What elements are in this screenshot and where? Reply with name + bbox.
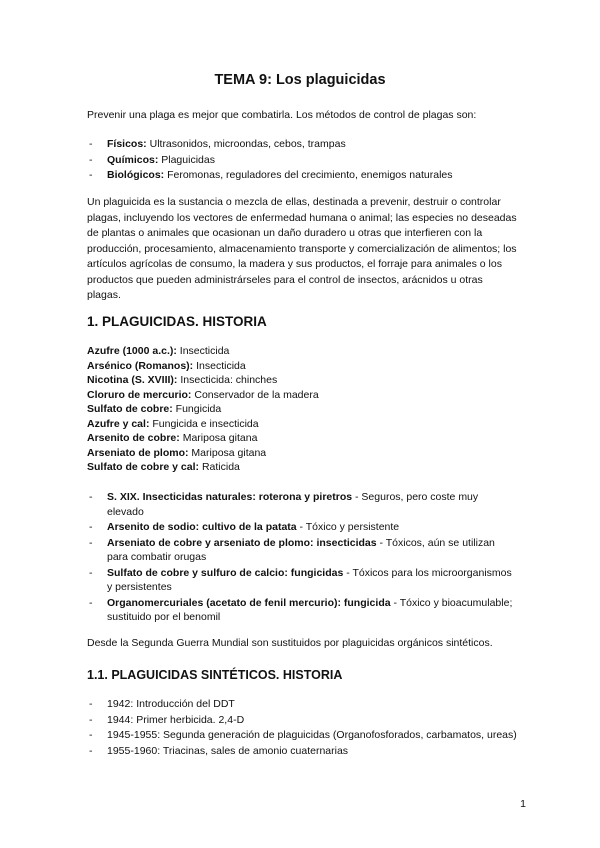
list-item: - 1942: Introducción del DDT <box>87 697 517 712</box>
history-item <box>87 359 517 374</box>
history-desc: Mariposa gitana <box>188 446 267 459</box>
history-item <box>87 373 517 388</box>
page-number: 1 <box>520 798 526 810</box>
history-term: Azufre y cal: <box>87 417 150 430</box>
history-desc: Insecticida <box>193 359 246 372</box>
developments-list <box>87 490 517 626</box>
list-item <box>87 168 517 183</box>
history-term: Arsenito de cobre: <box>87 432 180 444</box>
list-item-desc: - Tóxico y persistente <box>296 521 400 533</box>
history-desc: Fungicida e insecticida <box>149 417 259 430</box>
list-item: - 1955-1960: Triacinas, sales de amonio cuaternarias <box>87 744 517 759</box>
history-item <box>87 460 517 475</box>
list-item-term: S. XIX. Insecticidas naturales: roterona y piretros <box>107 491 353 503</box>
history-item <box>87 388 517 403</box>
list-item-desc: - Tóxicos para los microorganismos y persistentes <box>107 566 512 593</box>
synthetic-history-list <box>87 697 517 759</box>
list-item-term: Organomercuriales (acetato de fenil mercurio): fungicida <box>107 596 391 609</box>
history-desc: Insecticida <box>176 345 230 357</box>
list-item-term: Sulfato de cobre y sulfuro de calcio: fungicidas <box>107 566 344 579</box>
closing-paragraph: Desde la Segunda Guerra Mundial son sustituidos por plaguicidas orgánicos sintéticos. <box>87 637 493 649</box>
history-item <box>87 402 517 417</box>
history-desc: Raticida <box>199 461 240 473</box>
history-term: Arseniato de plomo: <box>87 446 189 459</box>
list-item-term: Químicos: <box>107 153 159 166</box>
list-item <box>87 153 517 168</box>
list-item-term: Arseniato de cobre y arseniato de plomo: insecticidas <box>107 536 377 549</box>
list-item <box>87 566 517 595</box>
list-item-desc: - Seguros, pero coste muy elevado <box>107 491 479 518</box>
list-item <box>87 490 517 519</box>
history-term: Sulfato de cobre y cal: <box>87 461 200 473</box>
list-item <box>87 520 517 535</box>
history-desc: Conservador de la madera <box>191 388 319 401</box>
list-item-desc: - Tóxicos, aún se utilizan para combatir orugas <box>107 536 495 563</box>
list-item-desc: Feromonas, reguladores del crecimiento, enemigos naturales <box>164 169 453 181</box>
history-term: Cloruro de mercurio: <box>87 388 192 401</box>
history-desc: Mariposa gitana <box>179 432 258 444</box>
section-1-1-heading: 1.1. PLAGUICIDAS SINTÉTICOS. HISTORIA <box>87 668 343 682</box>
list-item: - 1944: Primer herbicida. 2,4-D <box>87 713 517 728</box>
history-desc: Fungicida <box>172 403 222 415</box>
list-item-desc: Ultrasonidos, microondas, cebos, trampas <box>146 138 346 150</box>
list-item-term: Arsenito de sodio: cultivo de la patata <box>107 521 297 533</box>
history-item <box>87 344 517 359</box>
history-term: Nicotina (S. XVIII): <box>87 374 178 386</box>
list-item: - 1945-1955: Segunda generación de plaguicidas (Organofosforados, carbamatos, ureas) <box>87 728 517 743</box>
history-item <box>87 446 517 461</box>
intro-paragraph: Prevenir una plaga es mejor que combatirla. Los métodos de control de plagas son: <box>87 109 477 121</box>
list-item-term: Biológicos: <box>107 169 165 181</box>
section-1-heading: 1. PLAGUICIDAS. HISTORIA <box>87 314 267 329</box>
control-methods-list <box>87 137 517 184</box>
history-desc: Insecticida: chinches <box>177 374 278 386</box>
definition-paragraph: Un plaguicida es la sustancia o mezcla de ellas, destinada a prevenir, destruir o controlar plagas, incluyendo los vectores de enfermedad humana o animal; las especies no deseadas de plantas o animales que ocasionan un daño duradero u otras que interfieren con la producción, procesamiento, almacenamiento transporte y comercialización de alimentos; los artículos agrícolas de consumo, la madera y sus productos, el forraje para animales o los productos que pueden administrárseles para el control de insectos, arácnidos u otras plagas. <box>87 196 517 301</box>
list-item-term: Físicos: <box>107 138 147 150</box>
history-item <box>87 417 517 432</box>
page-title: TEMA 9: Los plaguicidas <box>214 72 386 88</box>
list-item <box>87 596 517 625</box>
history-list <box>87 344 517 475</box>
history-term: Azufre (1000 a.c.): <box>87 345 177 357</box>
list-item <box>87 137 517 152</box>
history-term: Sulfato de cobre: <box>87 403 173 415</box>
list-item <box>87 536 517 565</box>
list-item-desc: - Tóxico y bioacumulable; sustituido por el benomil <box>107 596 513 623</box>
history-term: Arsénico (Romanos): <box>87 359 194 372</box>
list-item-desc: Plaguicidas <box>158 153 215 166</box>
history-item <box>87 431 517 446</box>
